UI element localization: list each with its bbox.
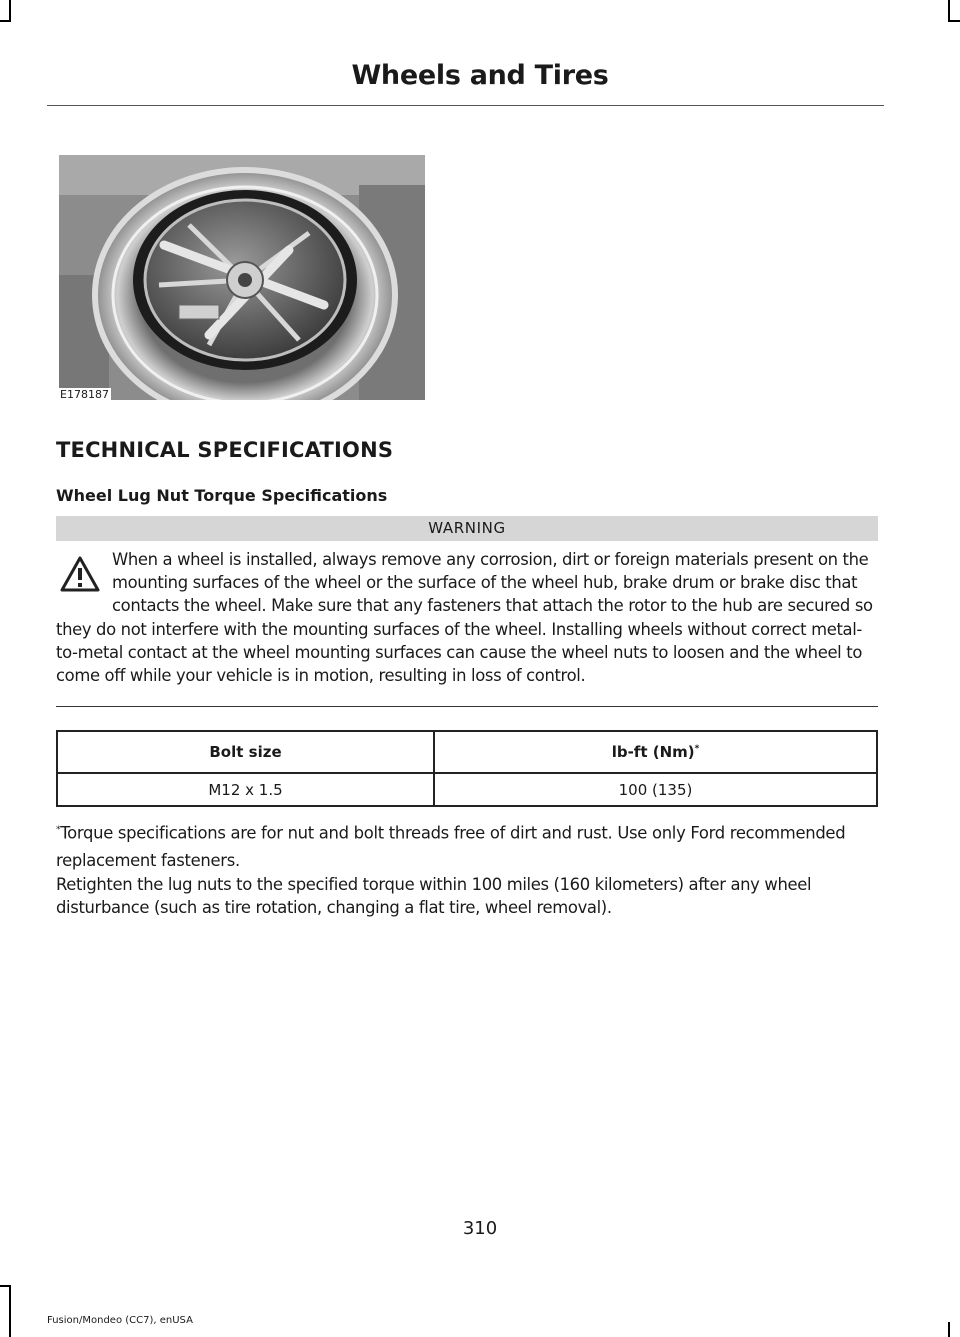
footnote-marker: * (56, 825, 61, 835)
warning-icon-spacer (56, 548, 112, 612)
crop-mark-top-left-v (9, 0, 11, 22)
table-header-torque: lb-ft (Nm)* (434, 731, 877, 773)
page-number: 310 (462, 1218, 498, 1239)
crop-mark-top-right-v (948, 0, 950, 22)
table-row (57, 773, 877, 806)
crop-mark-top-left-h (0, 20, 11, 22)
footer-model-info: Fusion/Mondeo (CC7), enUSA (47, 1315, 193, 1326)
spare-wheel-illustration (59, 155, 425, 400)
warning-banner: WARNING (56, 516, 878, 541)
torque-spec-table (56, 730, 878, 807)
warning-text-block (56, 548, 882, 687)
section-title: TECHNICAL SPECIFICATIONS (56, 438, 394, 462)
table-cell-bolt-size: M12 x 1.5 (57, 773, 434, 806)
warning-text: When a wheel is installed, always remove any corrosion, dirt or foreign materials present on the mounting surfaces of the wheel or the surface of the wheel hub, brake drum or brake disc that contacts the wheel. Make sure that any fasteners that attach the rotor to the hub are secured so they do not interfere with the mounting surfaces of the wheel. Installing wheels without correct metal-to-metal contact at the wheel mounting surfaces can cause the wheel nuts to loosen and the wheel to come off while your vehicle is in motion, resulting in loss of control. (56, 550, 873, 686)
warning-rule (56, 706, 878, 707)
crop-mark-bottom-left-h (0, 1285, 11, 1287)
crop-mark-top-right-h (948, 20, 960, 22)
crop-mark-bottom-right-v (948, 1322, 950, 1337)
footnote-marker: * (694, 744, 700, 754)
table-cell-torque: 100 (135) (434, 773, 877, 806)
subsection-title: Wheel Lug Nut Torque Specifications (56, 486, 388, 505)
crop-mark-bottom-left-v (9, 1285, 11, 1337)
table-header-bolt-size: Bolt size (57, 731, 434, 773)
figure-id: E178187 (60, 388, 109, 401)
header-rule (47, 105, 884, 106)
table-header-row (57, 731, 877, 773)
spare-wheel-photo (59, 155, 425, 400)
table-footnote (56, 816, 882, 875)
retighten-paragraph: Retighten the lug nuts to the specified torque within 100 miles (160 kilometers) after any wheel disturbance (such as tire rotation, changing a flat tire, wheel removal). (56, 875, 812, 918)
page-header-title: Wheels and Tires (351, 60, 609, 91)
footnote-text: Torque specifications are for nut and bolt threads free of dirt and rust. Use only Ford recommended replacement fasteners. (56, 823, 846, 871)
